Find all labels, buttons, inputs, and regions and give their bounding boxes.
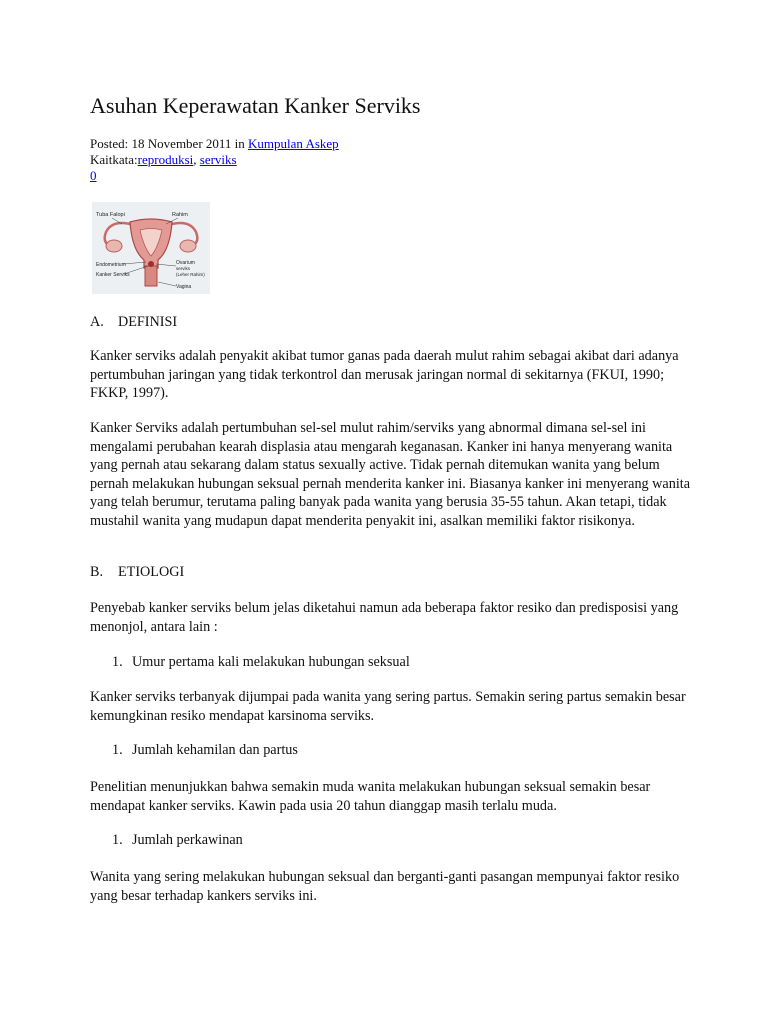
section-a-number: A. bbox=[90, 314, 104, 330]
tags-label: Kaitkata: bbox=[90, 152, 138, 167]
list-item bbox=[112, 653, 410, 671]
section-b-title: ETIOLOGI bbox=[118, 564, 185, 580]
section-a-heading bbox=[90, 313, 177, 331]
tags-line bbox=[90, 152, 339, 168]
label-kanker-serviks: Kanker Serviks bbox=[96, 272, 130, 278]
label-endometrium: Endometrium bbox=[96, 262, 126, 268]
section-b-heading bbox=[90, 563, 184, 581]
page-title: Asuhan Keperawatan Kanker Serviks bbox=[90, 93, 421, 118]
posted-date: Posted: 18 November 2011 in bbox=[90, 136, 249, 151]
uterus-diagram-image[interactable] bbox=[92, 202, 210, 294]
comments-line bbox=[90, 168, 339, 184]
post-meta bbox=[90, 136, 339, 184]
label-ovarium: Ovarium bbox=[176, 260, 195, 266]
tag-link-serviks[interactable]: serviks bbox=[199, 152, 237, 167]
list-item-label: Jumlah perkawinan bbox=[132, 832, 243, 848]
tag-link-reproduksi[interactable]: reproduksi bbox=[137, 152, 194, 167]
list-item bbox=[112, 831, 243, 849]
list-item-label: Umur pertama kali melakukan hubungan seksual bbox=[132, 654, 410, 670]
tag-separator: , bbox=[193, 152, 200, 167]
category-link[interactable]: Kumpulan Askep bbox=[248, 136, 339, 151]
list-item-number: 1. bbox=[112, 654, 123, 670]
label-tuba: Tuba Falopi bbox=[96, 212, 125, 218]
definition-paragraph-1: Kanker serviks adalah penyakit akibat tumor ganas pada daerah mulut rahim sebagai akibat dari adanya pertumbuhan jaringan yang tidak terkontrol dan merusak jaringan normal di sekitarnya (FKUI, 1990; FKKP, 1997). bbox=[90, 348, 679, 402]
list-item-paragraph: Wanita yang sering melakukan hubungan seksual dan berganti-ganti pasangan mempunyai faktor resiko yang besar terhadap kankers serviks ini. bbox=[90, 869, 680, 904]
etiology-intro: Penyebab kanker serviks belum jelas diketahui namun ada beberapa faktor resiko dan predisposisi yang menonjol, antara lain : bbox=[90, 600, 679, 635]
section-b-number: B. bbox=[90, 564, 104, 580]
list-item-paragraph: Penelitian menunjukkan bahwa semakin muda wanita melakukan hubungan seksual semakin besar mendapat kanker serviks. Kawin pada usia 20 tahun dianggap masih terlalu muda. bbox=[90, 779, 651, 814]
label-leher-rahim: (Leher Rahim) bbox=[176, 272, 205, 277]
uterus-illustration bbox=[92, 202, 210, 294]
section-a-title: DEFINISI bbox=[118, 314, 178, 330]
label-rahim: Rahim bbox=[172, 212, 188, 218]
list-item-paragraph: Kanker serviks terbanyak dijumpai pada wanita yang sering partus. Semakin sering partus semakin besar kemungkinan resiko mendapat karsinoma serviks. bbox=[90, 689, 686, 724]
comments-count-link[interactable]: 0 bbox=[90, 168, 97, 183]
label-serviks: serviks bbox=[176, 266, 191, 271]
list-item-number: 1. bbox=[112, 742, 123, 758]
list-item bbox=[112, 741, 298, 759]
list-item-number: 1. bbox=[112, 832, 123, 848]
list-item-label: Jumlah kehamilan dan partus bbox=[132, 742, 298, 758]
label-vagina: Vagina bbox=[176, 284, 192, 290]
posted-line bbox=[90, 136, 339, 152]
definition-paragraph-2: Kanker Serviks adalah pertumbuhan sel-sel mulut rahim/serviks yang abnormal dimana sel-sel ini mengalami perubahan kearah displasia atau mengarah keganasan. Kanker ini hanya menyerang wanita yang pernah atau sekarang dalam status sexually active. Tidak pernah ditemukan wanita yang belum pernah melakukan hubungan seksual pernah menderita kanker ini. Biasanya kanker ini menyerang wanita yang telah berumur, terutama paling banyak pada wanita yang berusia 35-55 tahun. Akan tetapi, tidak mustahil wanita yang mudapun dapat menderita penyakit ini, asalkan memiliki faktor risikonya. bbox=[90, 420, 690, 529]
